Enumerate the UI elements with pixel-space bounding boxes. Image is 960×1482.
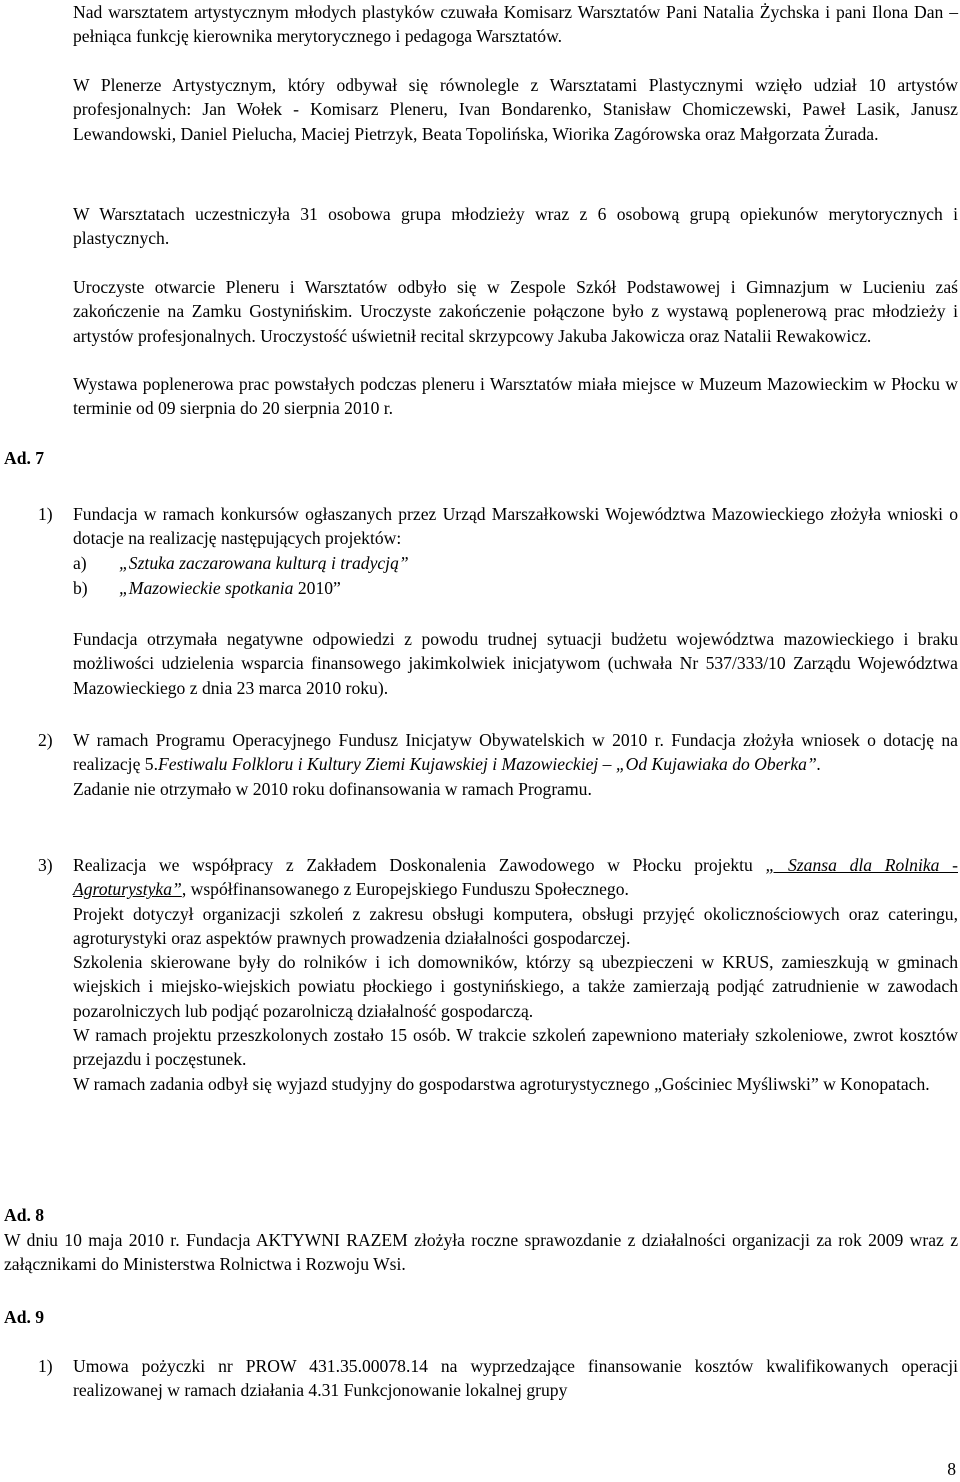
text-paragraph: W ramach projektu przeszkolonych zostało 15 osób. W trakcie szkoleń zapewniono materiały szkoleniowe, zwrot kosztów przejazdu i poczęstunek. bbox=[73, 1025, 958, 1070]
paragraph-plein-air: W Plenerze Artystycznym, który odbywał się równolegle z Warsztatami Plastycznymi wzięło udział 10 artystów profesjonalnych: Jan Wołek - Komisarz Pleneru, Ivan Bondarenko, Stanisław Chomiczewski, Paweł Lasik, Janusz Lewandowski, Daniel Pielucha, Maciej Pietrzyk, Beata Topolińska, Wiorika Zagórowska oraz Małgorzata Żurada. bbox=[73, 75, 958, 144]
project-year: 2010” bbox=[293, 578, 341, 598]
list-item-text bbox=[73, 853, 958, 1096]
sublist-item-b bbox=[73, 576, 341, 600]
section-heading-ad9: Ad. 9 bbox=[4, 1307, 45, 1327]
list-number: 1) bbox=[38, 1356, 53, 1376]
text-run: , współfinansowanego z Europejskiego Funduszu Społecznego. bbox=[181, 879, 629, 900]
text-paragraph: W ramach zadania odbył się wyjazd studyjny do gospodarstwa agroturystycznego „Gościniec Myśliwski” w Konopatach. bbox=[73, 1073, 930, 1094]
text-run: W ramach Programu Operacyjnego Fundusz Inicjatyw Obywatelskich w 2010 r. Fundacja złożyła wniosek o dotację na realizację 5. bbox=[73, 730, 958, 775]
text-run: Realizacja we współpracy z Zakładem Doskonalenia Zawodowego w Płocku projektu bbox=[73, 855, 766, 875]
text-paragraph: Projekt dotyczył organizacji szkoleń z zakresu obsługi komputera, obsługi przyjęć okolicznościowych oraz cateringu, agroturystyki oraz aspektów prawnych prowadzenia działalności gospodarczej. bbox=[73, 903, 958, 948]
section-heading-ad7: Ad. 7 bbox=[4, 448, 45, 468]
festival-title: Festiwalu Folkloru i Kultury Ziemi Kujawskiej i Mazowieckiej – „Od Kujawiaka do Oberka”. bbox=[157, 754, 822, 775]
paragraph-report: W dniu 10 maja 2010 r. Fundacja AKTYWNI RAZEM złożyła roczne sprawozdanie z działalności organizacji za rok 2009 wraz z załącznikami do Ministerstwa Rolnictwa i Rozwoju Wsi. bbox=[4, 1230, 958, 1275]
sublist-label: a) bbox=[73, 553, 87, 573]
section-heading-ad8: Ad. 8 bbox=[4, 1205, 45, 1225]
project-title: „ Szansa dla Rolnika - Agroturystyka” bbox=[73, 855, 958, 900]
text-run: Zadanie nie otrzymało w 2010 roku dofinansowania w ramach Programu. bbox=[73, 778, 592, 799]
sublist-item-a bbox=[73, 551, 409, 575]
project-title: „Mazowieckie spotkania bbox=[119, 578, 294, 598]
paragraph-participants: W Warsztatach uczestniczyła 31 osobowa grupa młodzieży wraz z 6 osobową grupą opiekunów merytorycznych i plastycznych. bbox=[73, 204, 958, 249]
page-number: 8 bbox=[947, 1459, 956, 1479]
list-item-text: Umowa pożyczki nr PROW 431.35.00078.14 na wyprzedzające finansowanie kosztów kwalifikowanych operacji realizowanej w ramach działania 4.31 Funkcjonowanie lokalnej grupy bbox=[73, 1356, 958, 1401]
text-paragraph bbox=[73, 853, 958, 902]
list-item-text: Fundacja w ramach konkursów ogłaszanych przez Urząd Marszałkowski Województwa Mazowieckiego złożyła wnioski o dotacje na realizację następujących projektów: bbox=[73, 504, 958, 549]
text-paragraph: Szkolenia skierowane były do rolników i ich domowników, którzy są ubezpieczeni w KRUS, zamieszkują w gminach wiejskich i miejsko-wiejskich powiatu płockiego i gostynińskiego, a także zamierzają podjąć zatrudnienie w zawodach pozarolniczych lub podjąć pozarolniczą działalność gospodarczą. bbox=[73, 952, 958, 1021]
paragraph-exhibition: Wystawa poplenerowa prac powstałych podczas pleneru i Warsztatów miała miejsce w Muzeum Mazowieckim w Płocku w terminie od 09 sierpnia do 20 sierpnia 2010 r. bbox=[73, 374, 958, 419]
list-number: 3) bbox=[38, 855, 53, 875]
paragraph-supervision: Nad warsztatem artystycznym młodych plastyków czuwała Komisarz Warsztatów Pani Natalia Żychska i pani Ilona Dan – pełniąca funkcję kierownika merytorycznego i pedagoga Warsztatów. bbox=[73, 2, 958, 47]
list-number: 1) bbox=[38, 504, 53, 524]
list-item-text bbox=[73, 728, 958, 801]
paragraph-negative-response: Fundacja otrzymała negatywne odpowiedzi z powodu trudnej sytuacji budżetu województwa mazowieckiego i braku możliwości udzielenia wsparcia finansowego jakimkolwiek inicjatywom (uchwała Nr 537/333/10 Zarządu Województwa Mazowieckiego z dnia 23 marca 2010 roku). bbox=[73, 629, 958, 698]
paragraph-ceremony: Uroczyste otwarcie Pleneru i Warsztatów odbyło się w Zespole Szkół Podstawowej i Gimnazjum w Lucieniu zaś zakończenie na Zamku Gostynińskim. Uroczyste zakończenie połączone było z wystawą poplenerową prac młodzieży i artystów profesjonalnych. Uroczystość uświetnił recital skrzypcowy Jakuba Jakowicza oraz Natalii Rewakowicz. bbox=[73, 277, 958, 346]
list-number: 2) bbox=[38, 730, 53, 750]
project-title: „Sztuka zaczarowana kulturą i tradycją” bbox=[119, 553, 409, 573]
sublist-label: b) bbox=[73, 578, 88, 598]
